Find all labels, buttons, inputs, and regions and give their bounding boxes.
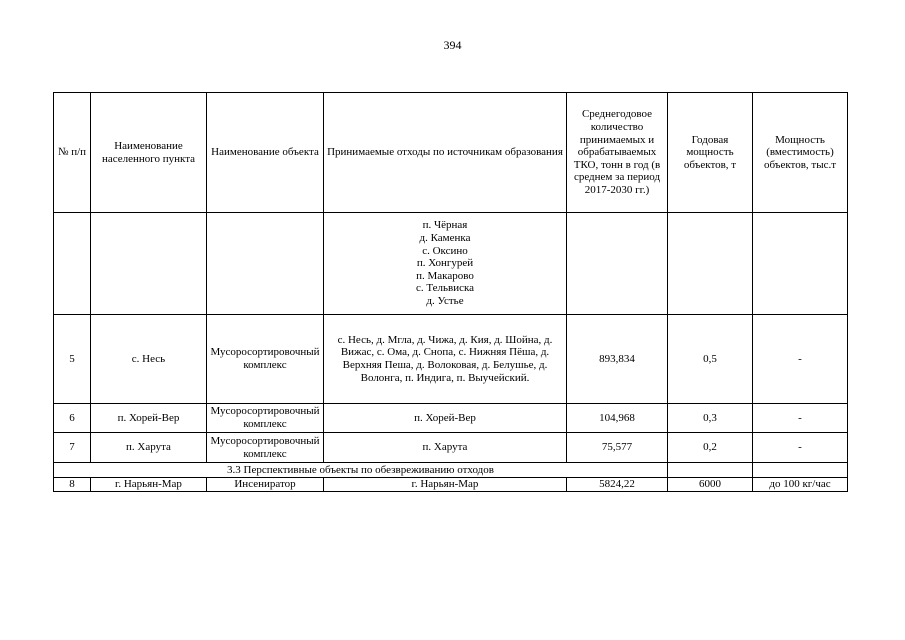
header-avg-amount: Среднегодовое количество принимаемых и обрабатываемых ТКО, тонн в год (в среднем за период 2017-2030 гг.) (567, 93, 668, 213)
table-cell-empty (54, 213, 91, 315)
source-place: с. Оксино (422, 244, 468, 257)
cell-settlement: п. Хорей-Вер (91, 404, 207, 433)
cell-num: 7 (54, 433, 91, 463)
header-num: № п/п (54, 93, 91, 213)
table-cell-empty (668, 213, 753, 315)
header-capacity: Мощность (вместимость) объектов, тыс.т (753, 93, 848, 213)
cell-sources: с. Несь, д. Мгла, д. Чижа, д. Кия, д. Шойна, д. Вижас, с. Ома, д. Снопа, с. Нижняя Пёша, д. Верхняя Пеша, д. Волоковая, д. Белушье, д. Волонга, п. Индига, п. Выучейский. (324, 315, 567, 404)
cell-object: Мусоросортировочный комплекс (207, 404, 324, 433)
cell-settlement: п. Харута (91, 433, 207, 463)
page-number: 394 (443, 38, 462, 52)
cell-capacity: - (753, 404, 848, 433)
source-place: с. Тельвиска (415, 282, 475, 295)
section-title: 3.3 Перспективные объекты по обезвреживанию отходов (54, 463, 668, 478)
cell-avg-amount: 5824,22 (567, 478, 668, 492)
source-place: д. Каменка (419, 231, 471, 244)
header-object: Наименование объекта (207, 93, 324, 213)
cell-avg-amount: 104,968 (567, 404, 668, 433)
continued-sources-cell (324, 213, 567, 315)
cell-avg-amount: 893,834 (567, 315, 668, 404)
header-settlement: Наименование населенного пункта (91, 93, 207, 213)
table-row (54, 404, 848, 433)
source-place: п. Макарово (416, 269, 474, 282)
header-annual-capacity: Годовая мощность объектов, т (668, 93, 753, 213)
source-place: д. Устье (426, 295, 464, 308)
table-cell-empty (753, 213, 848, 315)
cell-num: 5 (54, 315, 91, 404)
cell-sources: г. Нарьян-Мар (324, 478, 567, 492)
cell-capacity: до 100 кг/час (753, 478, 848, 492)
table-row (54, 315, 848, 404)
cell-settlement: с. Несь (91, 315, 207, 404)
cell-object: Мусоросортировочный комплекс (207, 315, 324, 404)
cell-sources: п. Хорей-Вер (324, 404, 567, 433)
cell-sources: п. Харута (324, 433, 567, 463)
cell-annual-capacity: 6000 (668, 478, 753, 492)
cell-num: 8 (54, 478, 91, 492)
cell-capacity: - (753, 433, 848, 463)
source-place: п. Чёрная (422, 219, 468, 232)
cell-avg-amount: 75,577 (567, 433, 668, 463)
cell-annual-capacity: 0,5 (668, 315, 753, 404)
facilities-table (53, 92, 848, 492)
table-row-continued (54, 213, 848, 315)
table-header-row (54, 93, 848, 213)
cell-object: Инсениратор (207, 478, 324, 492)
cell-capacity: - (753, 315, 848, 404)
table-cell-empty (567, 213, 668, 315)
table-cell-empty (207, 213, 324, 315)
cell-num: 6 (54, 404, 91, 433)
table-cell-empty (91, 213, 207, 315)
table-row (54, 478, 848, 492)
cell-annual-capacity: 0,2 (668, 433, 753, 463)
table-cell-empty (753, 463, 848, 478)
cell-object: Мусоросортировочный комплекс (207, 433, 324, 463)
cell-annual-capacity: 0,3 (668, 404, 753, 433)
section-row (54, 463, 848, 478)
cell-settlement: г. Нарьян-Мар (91, 478, 207, 492)
source-place: п. Хонгурей (416, 257, 474, 270)
header-sources: Принимаемые отходы по источникам образования (324, 93, 567, 213)
table-row (54, 433, 848, 463)
table-cell-empty (668, 463, 753, 478)
